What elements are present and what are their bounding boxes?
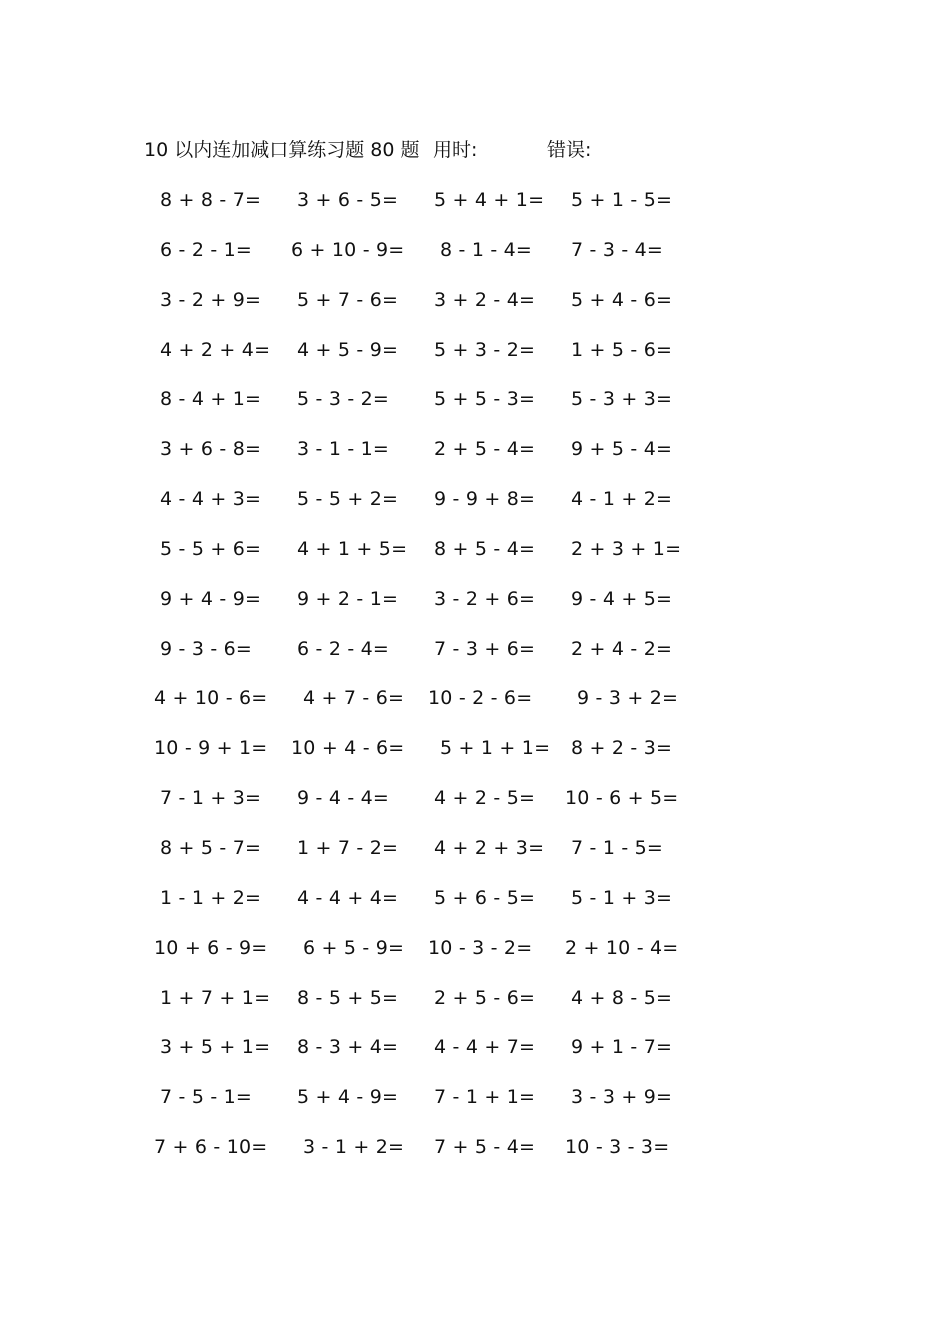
problem-cell: 3 - 2 + 9=	[160, 288, 262, 311]
problem-cell: 5 + 4 + 1=	[434, 189, 545, 211]
problem-cell: 5 - 1 + 3=	[571, 886, 673, 909]
problem-cell: 6 - 2 - 1=	[160, 238, 253, 261]
problem-row	[0, 785, 950, 835]
problem-cell: 2 + 5 - 4=	[434, 438, 536, 461]
problem-row	[0, 1134, 950, 1184]
problem-cell: 9 - 4 - 4=	[297, 787, 390, 810]
problem-cell: 8 + 5 - 4=	[434, 537, 536, 560]
problem-cell: 8 + 2 - 3=	[571, 737, 673, 760]
problem-row	[0, 536, 950, 586]
problem-cell: 5 + 6 - 5=	[434, 886, 536, 909]
problem-cell: 9 - 4 + 5=	[571, 587, 673, 610]
problem-row	[0, 187, 950, 237]
problem-row	[0, 486, 950, 536]
problem-cell: 4 + 2 - 5=	[434, 787, 536, 810]
problem-cell: 5 + 1 - 5=	[571, 189, 673, 211]
problem-cell: 4 - 4 + 3=	[160, 488, 262, 511]
problem-cell: 8 + 8 - 7=	[160, 189, 262, 211]
problem-cell: 5 - 3 - 2=	[297, 388, 390, 411]
problem-cell: 10 + 6 - 9=	[154, 936, 268, 959]
problem-cell: 1 - 1 + 2=	[160, 886, 262, 909]
problem-cell: 5 - 5 + 2=	[297, 488, 399, 511]
problem-cell: 9 + 5 - 4=	[571, 438, 673, 461]
problem-row	[0, 835, 950, 885]
problem-cell: 3 - 1 + 2=	[303, 1136, 405, 1159]
problem-row	[0, 1034, 950, 1084]
problem-cell: 5 + 7 - 6=	[297, 288, 399, 311]
problem-cell: 4 + 2 + 4=	[160, 338, 271, 361]
problem-cell: 4 + 2 + 3=	[434, 836, 545, 859]
problem-row	[0, 636, 950, 686]
problem-cell: 7 - 5 - 1=	[160, 1086, 253, 1109]
problem-cell: 5 + 1 + 1=	[440, 737, 551, 760]
problem-cell: 8 - 3 + 4=	[297, 1036, 399, 1059]
problem-row	[0, 735, 950, 785]
problem-row	[0, 237, 950, 287]
problem-row	[0, 436, 950, 486]
problem-cell: 1 + 7 + 1=	[160, 986, 271, 1009]
problem-cell: 1 + 5 - 6=	[571, 338, 673, 361]
problem-grid	[0, 187, 950, 1184]
problem-cell: 8 + 5 - 7=	[160, 836, 262, 859]
problem-cell: 10 - 3 - 3=	[565, 1136, 670, 1159]
problem-cell: 7 - 1 + 1=	[434, 1086, 536, 1109]
problem-cell: 2 + 5 - 6=	[434, 986, 536, 1009]
problem-cell: 4 - 4 + 7=	[434, 1036, 536, 1059]
problem-cell: 4 + 7 - 6=	[303, 687, 405, 710]
problem-cell: 10 - 2 - 6=	[428, 687, 533, 710]
problem-cell: 8 - 1 - 4=	[440, 238, 533, 261]
problem-cell: 1 + 7 - 2=	[297, 836, 399, 859]
problem-cell: 8 - 4 + 1=	[160, 388, 262, 411]
problem-cell: 3 - 2 + 6=	[434, 587, 536, 610]
problem-cell: 4 + 8 - 5=	[571, 986, 673, 1009]
problem-cell: 10 - 3 - 2=	[428, 936, 533, 959]
problem-row	[0, 586, 950, 636]
problem-cell: 9 - 9 + 8=	[434, 488, 536, 511]
problem-cell: 7 - 3 + 6=	[434, 637, 536, 660]
problem-row	[0, 287, 950, 337]
problem-cell: 2 + 3 + 1=	[571, 537, 682, 560]
problem-cell: 6 + 10 - 9=	[291, 238, 405, 261]
errors-label: 错误:	[547, 139, 592, 161]
problem-cell: 9 - 3 - 6=	[160, 637, 253, 660]
problem-cell: 8 - 5 + 5=	[297, 986, 399, 1009]
problem-cell: 3 - 1 - 1=	[297, 438, 390, 461]
time-label: 用时:	[433, 139, 478, 161]
problem-row	[0, 685, 950, 735]
problem-cell: 5 + 3 - 2=	[434, 338, 536, 361]
problem-cell: 7 - 1 + 3=	[160, 787, 262, 810]
problem-cell: 3 - 3 + 9=	[571, 1086, 673, 1109]
problem-cell: 5 - 5 + 6=	[160, 537, 262, 560]
problem-cell: 7 - 1 - 5=	[571, 836, 664, 859]
problem-cell: 2 + 10 - 4=	[565, 936, 679, 959]
problem-cell: 10 - 6 + 5=	[565, 787, 679, 810]
problem-cell: 3 + 5 + 1=	[160, 1036, 271, 1059]
problem-cell: 5 + 5 - 3=	[434, 388, 536, 411]
problem-row	[0, 935, 950, 985]
problem-cell: 4 + 1 + 5=	[297, 537, 408, 560]
problem-cell: 3 + 6 - 8=	[160, 438, 262, 461]
problem-cell: 9 + 1 - 7=	[571, 1036, 673, 1059]
problem-cell: 10 - 9 + 1=	[154, 737, 268, 760]
problem-cell: 7 + 5 - 4=	[434, 1136, 536, 1159]
problem-row	[0, 386, 950, 436]
problem-cell: 5 + 4 - 6=	[571, 288, 673, 311]
problem-cell: 4 + 10 - 6=	[154, 687, 268, 710]
problem-cell: 5 - 3 + 3=	[571, 388, 673, 411]
problem-row	[0, 1084, 950, 1134]
problem-cell: 2 + 4 - 2=	[571, 637, 673, 660]
problem-cell: 3 + 2 - 4=	[434, 288, 536, 311]
problem-cell: 9 + 4 - 9=	[160, 587, 262, 610]
problem-cell: 4 - 4 + 4=	[297, 886, 399, 909]
problem-row	[0, 885, 950, 935]
problem-cell: 9 + 2 - 1=	[297, 587, 399, 610]
problem-cell: 5 + 4 - 9=	[297, 1086, 399, 1109]
worksheet-title: 10 以内连加减口算练习题 80 题	[144, 139, 420, 161]
problem-cell: 10 + 4 - 6=	[291, 737, 405, 760]
problem-cell: 9 - 3 + 2=	[577, 687, 679, 710]
problem-cell: 6 + 5 - 9=	[303, 936, 405, 959]
problem-cell: 3 + 6 - 5=	[297, 189, 399, 211]
problem-cell: 7 + 6 - 10=	[154, 1136, 268, 1159]
problem-cell: 7 - 3 - 4=	[571, 238, 664, 261]
problem-cell: 6 - 2 - 4=	[297, 637, 390, 660]
problem-cell: 4 - 1 + 2=	[571, 488, 673, 511]
problem-cell: 4 + 5 - 9=	[297, 338, 399, 361]
problem-row	[0, 985, 950, 1035]
problem-row	[0, 337, 950, 387]
